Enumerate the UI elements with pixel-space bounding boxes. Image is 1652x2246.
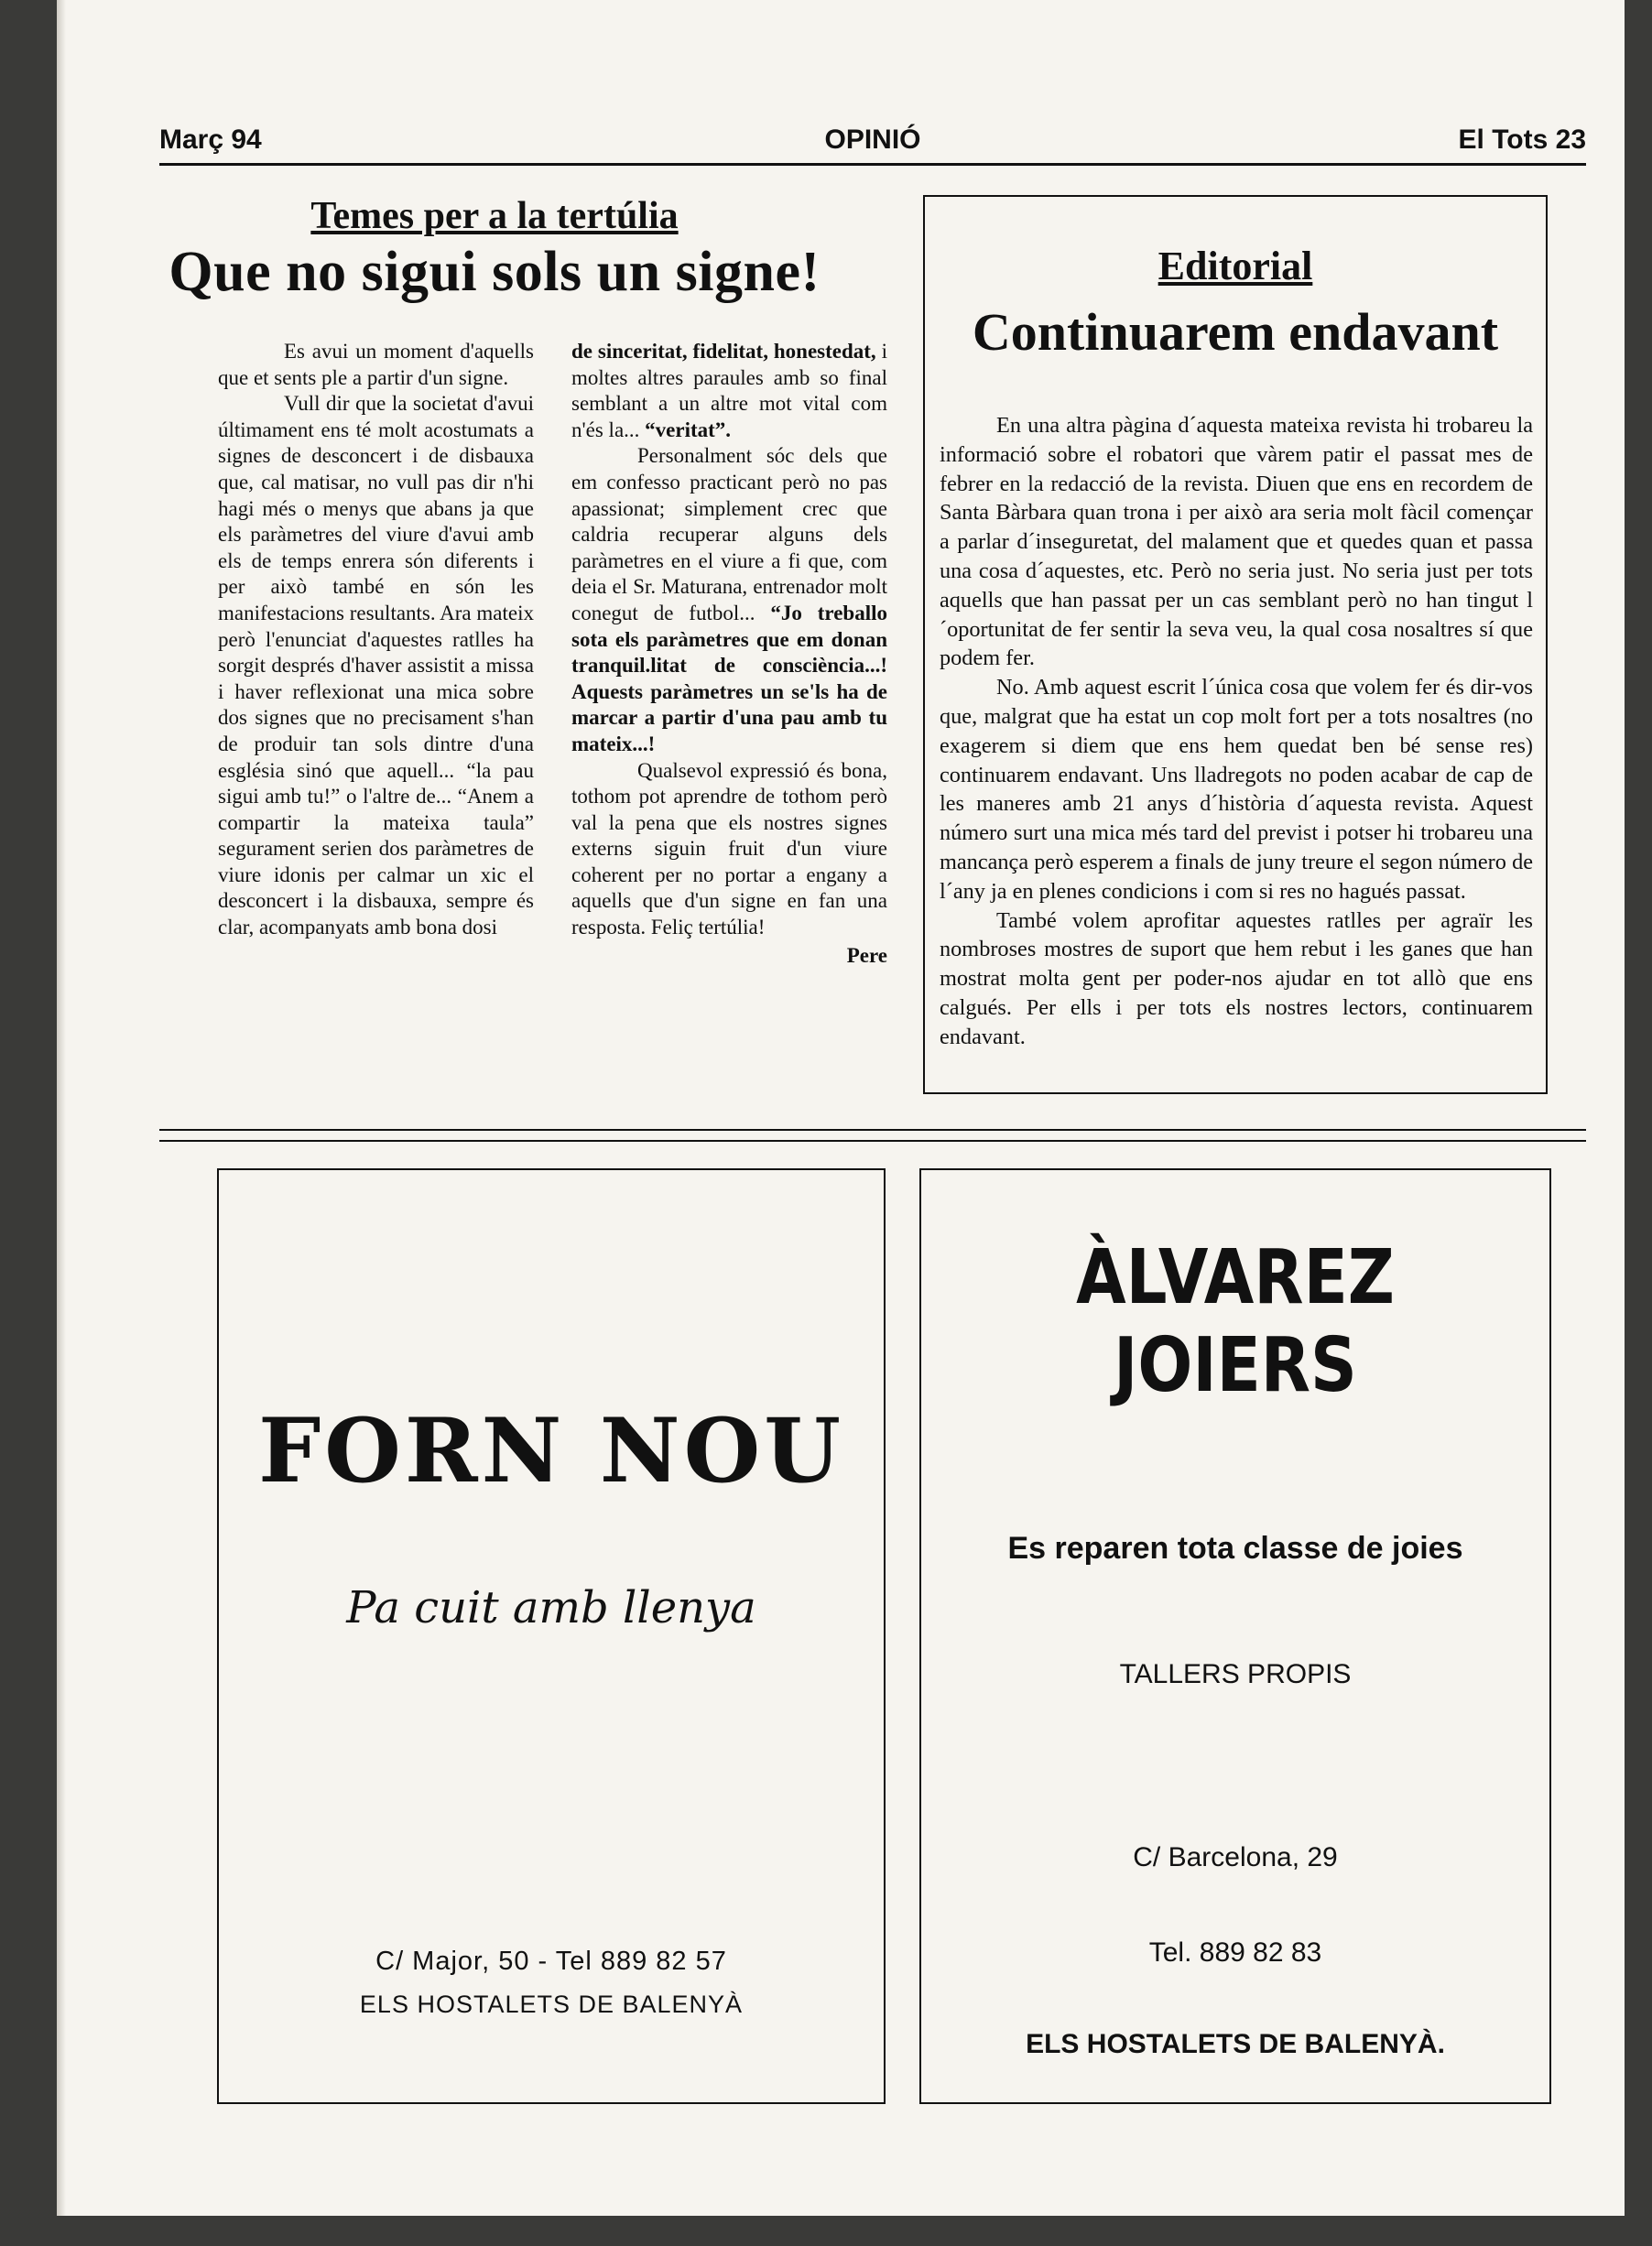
article-paragraph: Es avui un moment d'aquells que et sents ple a partir d'un signe.: [218, 340, 534, 389]
section-divider: [159, 1140, 1586, 1142]
alvarez-address: C/ Barcelona, 29: [1133, 1842, 1338, 1872]
text: i moltes altres paraules amb so final semblant a un altre mot vital com n'és la...: [571, 340, 887, 441]
editorial-body: [940, 411, 1533, 1052]
forn-nou-address: C/ Major, 50 - Tel 889 82 57: [375, 1947, 727, 1976]
alvarez-joiers-ad: [919, 1168, 1551, 2104]
alvarez-name-line: JOIERS: [1114, 1322, 1357, 1409]
text: Personalment sóc dels que em confesso practicant però no pas apassionat; simplement crec que caldria recuperar alguns dels paràmetres en el viure a fi que, com deia el Sr. Maturana, entrenador molt conegut de futbol...: [571, 444, 887, 624]
article-title: Que no sigui sols un signe!: [168, 241, 821, 303]
header-section: OPINIÓ: [824, 125, 921, 155]
alvarez-workshop: TALLERS PROPIS: [1119, 1659, 1352, 1689]
editorial-paragraph: També volem aprofitar aquestes ratlles per agraïr les nombroses mostres de suport que hem rebut i les ganes que han mostrat molta gent per poder-nos ajudar en tot allò que ens calgués. Per ells i per tots els nostres lectors, continuarem endavant.: [940, 907, 1533, 1049]
page-spine: [57, 0, 66, 2216]
editorial-paragraph: No. Amb aquest escrit l´única cosa que volem fer és dir-vos que, malgrat que ha estat un cop molt fort per a tots nosaltres (no exagerem si diem que ens hem quedat ben bé sense res) continuarem endavant. Uns lladregots no poden acabar de cap de les maneres amb 21 anys d´història d´aquesta revista. Aquest número surt una mica més tard del previst i potser hi trobareu una mancança però esperem a finals de juny treure el segon número de l´any ja en plenes condicions i com si res no hagués passat.: [940, 675, 1533, 904]
forn-nou-ad: [217, 1168, 886, 2104]
page-header: [159, 123, 1586, 166]
bold-text: de sinceritat, fidelitat, honestedat,: [571, 340, 876, 363]
forn-nou-tagline: Pa cuit amb llenya: [346, 1582, 756, 1633]
forn-nou-town: ELS HOSTALETS DE BALENYÀ: [359, 1991, 744, 2018]
article-column-1: [218, 339, 534, 941]
editorial-kicker: Editorial: [1157, 244, 1313, 288]
article-paragraph: [571, 443, 887, 757]
article-paragraph: [571, 339, 887, 443]
section-divider: [159, 1129, 1586, 1131]
editorial-box: [923, 195, 1548, 1094]
article-column-2: [571, 339, 887, 969]
header-date: Març 94: [159, 125, 262, 155]
editorial-title: Continuarem endavant: [972, 302, 1499, 362]
bold-text: “veritat”.: [639, 418, 732, 441]
alvarez-slogan: Es reparen tota classe de joies: [1007, 1531, 1463, 1566]
article-kicker: Temes per a la tertúlia: [310, 195, 679, 237]
article-paragraph: Vull dir que la societat d'avui últimament ens té molt acostumats a signes de desconcert i de disbauxa que, cal matisar, no vull pas dir n'hi hagi més o menys que abans ja que els paràmetres del viure d'avui amb els de temps enrera són diferents i per això també en són les manifestacions resultants. Ara mateix però l'enunciat d'aquestes ratlles ha sorgit després d'haver assistit a missa i haver reflexionat una mica sobre dos signes que no precisament s'han de produir tan sols dintre d'una església sinó que aquell... “la pau sigui amb tu!” o l'altre de... “Anem a compartir la mateixa taula” segurament serien dos paràmetres de viure idonis per calmar un xic el desconcert i la disbauxa, sempre és clar, acompanyats amb bona dosi: [218, 392, 534, 939]
article-paragraph: Qualsevol expressió és bona, tothom pot aprendre de tothom però val la pena que els nostres signes externs siguin fruit d'un viure coherent per no portar a engany a aquells que d'un signe en fan una resposta. Feliç tertúlia!: [571, 758, 887, 939]
magazine-page: [57, 0, 1625, 2216]
alvarez-joiers-name: [965, 1234, 1505, 1410]
article-signature: Pere: [846, 943, 887, 967]
forn-nou-name: FORN NOU: [258, 1399, 844, 1503]
alvarez-phone: Tel. 889 82 83: [1148, 1937, 1322, 1968]
bold-quote: “Jo treballo sota els paràmetres que em donan tranquil.litat de consciència...! Aquests paràmetres un se'ls ha de marcar a partir d'una pau amb tu mateix...!: [571, 601, 887, 755]
header-page-number: El Tots 23: [1458, 125, 1586, 155]
alvarez-town: ELS HOSTALETS DE BALENYÀ.: [1026, 2029, 1445, 2059]
editorial-paragraph: En una altra pàgina d´aquesta mateixa revista hi trobareu la informació sobre el robatori que vàrem patir el passat mes de febrer en la redacció de la revista. Diuen que ens en recordem de Santa Bàrbara quan trona i per això ara seria molt fàcil començar a parlar d´inseguretat, del malament que et quedes quan et passa una cosa d´aquestes, etc. Però no seria just. No seria just per tots aquells que han passat per un cas semblant però no han tingut l´oportunitat de fer sentir la seva veu, la qual cosa nosaltres sí que podem fer.: [940, 413, 1533, 671]
alvarez-name-line: ÀLVAREZ: [1076, 1234, 1395, 1321]
